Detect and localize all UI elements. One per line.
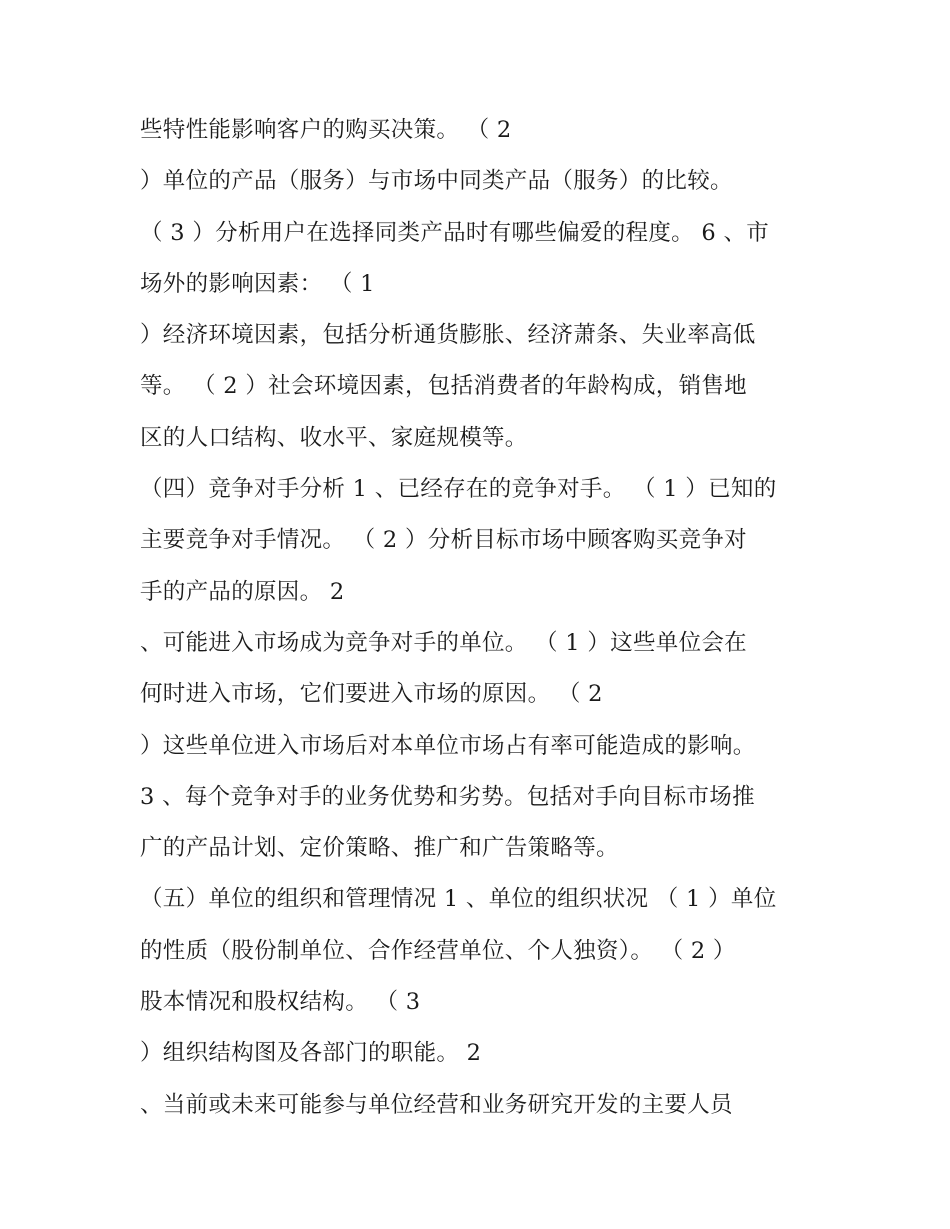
text-line: 广的产品计划、定价策略、推广和广告策略等。 (140, 835, 619, 862)
text-line: 、当前或未来可能参与单位经营和业务研究开发的主要人员 (140, 1091, 733, 1118)
text-line: （ 3 ）分析用户在选择同类产品时有哪些偏爱的程度。 6 、市 (140, 219, 770, 246)
text-line: 的性质（股份制单位、合作经营单位、个人独资）。 （ 2 ） (140, 937, 736, 964)
text-line: ）这些单位进入市场后对本单位市场占有率可能造成的影响。 (140, 732, 756, 759)
text-line: ）组织结构图及各部门的职能。 2 (140, 1040, 482, 1067)
text-line: 股本情况和股权结构。 （ 3 (140, 989, 421, 1016)
text-line: 等。 （ 2 ）社会环境因素，包括消费者的年龄构成，销售地 (140, 373, 747, 400)
text-line: 、可能进入市场成为竞争对手的单位。 （ 1 ）这些单位会在 (140, 629, 747, 656)
text-line: 3 、每个竞争对手的业务优势和劣势。包括对手向目标市场推 (140, 783, 755, 810)
section-heading-organization-management: （五）单位的组织和管理情况 1 、单位的组织状况 （ 1 ）单位 (140, 886, 777, 913)
text-line: 区的人口结构、收水平、家庭规模等。 (140, 424, 528, 451)
text-line: ）经济环境因素，包括分析通货膨胀、经济萧条、失业率高低 (140, 322, 756, 349)
text-line: ）单位的产品（服务）与市场中同类产品（服务）的比较。 (140, 168, 733, 195)
document-body (140, 109, 830, 1135)
text-line: 主要竞争对手情况。 （ 2 ）分析目标市场中顾客购买竞争对 (140, 527, 747, 554)
text-line: 何时进入市场，它们要进入市场的原因。 （ 2 (140, 681, 603, 708)
text-line: 场外的影响因素： （ 1 (140, 270, 375, 297)
text-line: 些特性能影响客户的购买决策。 （ 2 (140, 117, 512, 143)
section-heading-competitor-analysis: （四）竞争对手分析 1 、已经存在的竞争对手。 （ 1 ）已知的 (140, 476, 777, 503)
text-line: 手的产品的原因。 2 (140, 578, 345, 605)
